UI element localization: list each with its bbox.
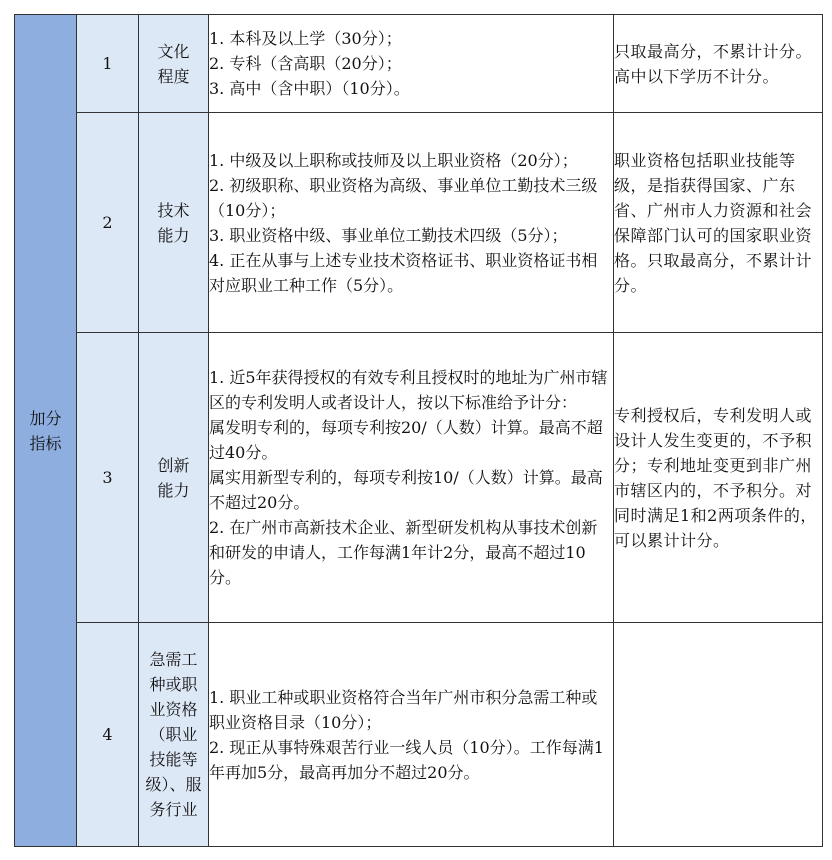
row-rules — [209, 333, 614, 623]
rule-line: 3. 高中（含中职）（10分）。 — [209, 79, 410, 98]
row-item — [139, 15, 209, 113]
rule-line: 属实用新型专利的，每项专利按10/（人数）计算。最高不超过20分。 — [209, 468, 603, 512]
row-item — [139, 623, 209, 847]
row-note: 专利授权后，专利发明人或设计人发生变更的，不予积分；专利地址变更到非广州市辖区内的，不予积分。对同时满足1和2两项条件的，可以累计计分。 — [614, 333, 823, 623]
row-rules — [209, 623, 614, 847]
row-item-label: 文化程度 — [157, 41, 190, 86]
row-item-label: 创新能力 — [157, 455, 190, 500]
table-row-1 — [15, 15, 823, 113]
rule-line: 3. 职业资格中级、事业单位工勤技术四级（5分）； — [209, 225, 568, 245]
row-number: 2 — [77, 113, 139, 333]
table-row-3 — [15, 333, 823, 623]
rule-line: 1. 中级及以上职称或技师及以上职业资格（20分）； — [209, 150, 578, 170]
row-item-label: 技术能力 — [157, 200, 190, 245]
rule-line: 1. 职业工种或职业资格符合当年广州市积分急需工种或职业资格目录（10分）； — [209, 687, 598, 732]
table-row-4 — [15, 623, 823, 847]
rule-line: 4. 正在从事与上述专业技术资格证书、职业资格证书相对应职业工种工作（5分）。 — [209, 250, 598, 295]
rule-line: 2. 在广州市高新技术企业、新型研发机构从事技术创新和研发的申请人，工作每满1年计2分，最高不超过10分。 — [209, 518, 598, 587]
row-note: 只取最高分，不累计计分。高中以下学历不计分。 — [614, 15, 823, 113]
row-note: 职业资格包括职业技能等级，是指获得国家、广东省、广州市人力资源和社会保障部门认可的国家职业资格。只取最高分，不累计计分。 — [614, 113, 823, 333]
rule-line: 1. 近5年获得授权的有效专利且授权时的地址为广州市辖区的专利发明人或者设计人，按以下标准给予计分： — [209, 368, 608, 412]
rule-line: 属发明专利的，每项专利按20/（人数）计算。最高不超过40分。 — [209, 418, 603, 462]
rule-line: 2. 专科（含高职（20分）； — [209, 54, 402, 73]
row-number: 3 — [77, 333, 139, 623]
rule-line: 2. 现正从事特殊艰苦行业一线人员（10分）。工作每满1年再加5分，最高再加分不超过20分。 — [209, 737, 604, 782]
points-table — [14, 14, 823, 847]
table-row-2 — [15, 113, 823, 333]
category-cell — [15, 15, 77, 847]
row-item — [139, 113, 209, 333]
rule-line: 1. 本科及以上学（30分）； — [209, 29, 402, 48]
row-rules — [209, 113, 614, 333]
row-rules — [209, 15, 614, 113]
row-item-label: 急需工种或职业资格（职业技能等级）、服务行业 — [145, 650, 202, 819]
row-item — [139, 333, 209, 623]
row-number: 1 — [77, 15, 139, 113]
row-number: 4 — [77, 623, 139, 847]
rule-line: 2. 初级职称、职业资格为高级、事业单位工勤技术三级（10分）； — [209, 175, 598, 220]
row-note — [614, 623, 823, 847]
category-label: 加分指标 — [29, 408, 62, 453]
